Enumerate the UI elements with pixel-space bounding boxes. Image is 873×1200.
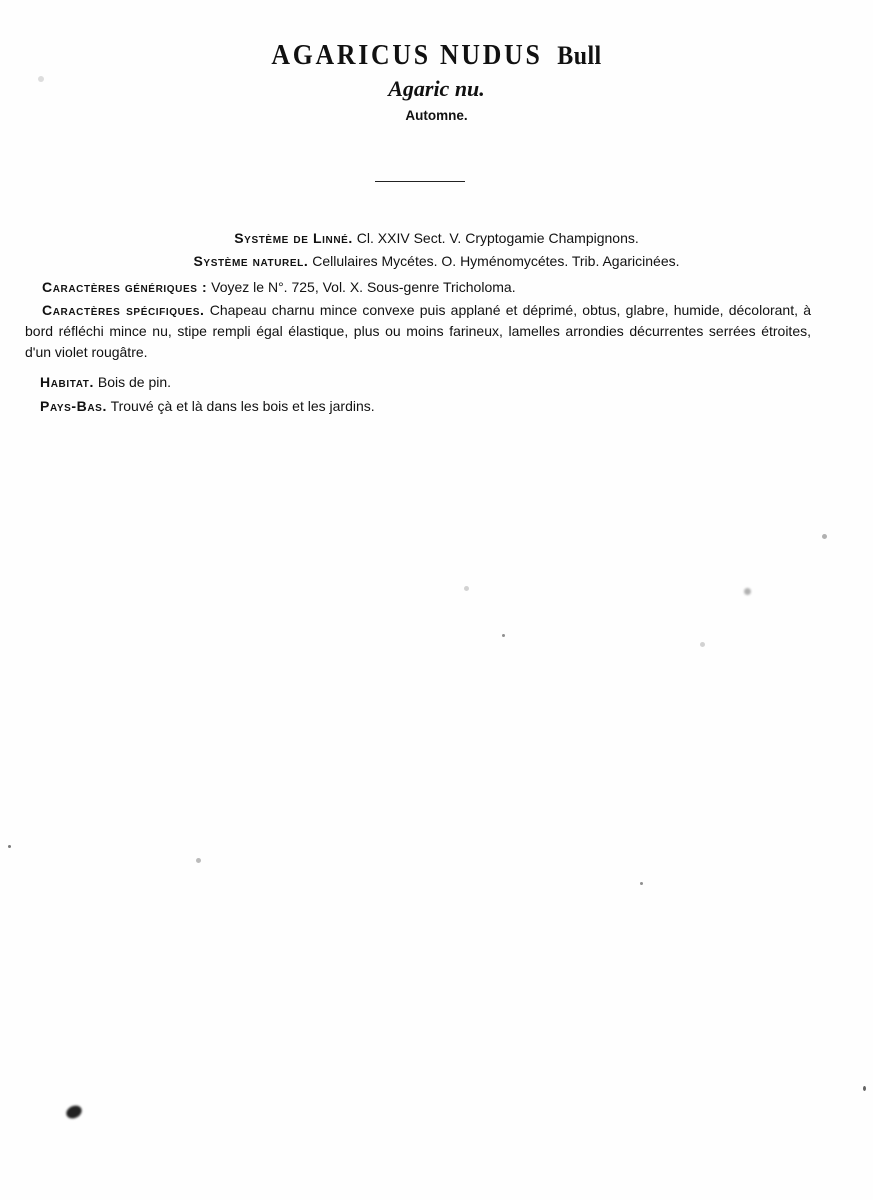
species-author: Bull	[557, 41, 602, 70]
paper-speck	[38, 76, 44, 82]
habitat	[40, 372, 171, 393]
section-text: Chapeau charnu mince convexe puis applané et déprimé, obtus, glabre, humide, décolorant, à bord réfléchi mince nu, stipe rempli égal élastique, plus ou moins farineux, lamelles arrondies décurrentes serrées étroites, d'un violet rougâtre.	[25, 302, 812, 360]
ink-blot	[64, 1103, 84, 1121]
title-block	[0, 40, 873, 123]
section-text: Cellulaires Mycétes. O. Hyménomycétes. Trib. Agaricinées.	[312, 253, 680, 269]
section-label: Pays-Bas.	[40, 398, 107, 414]
paper-speck	[744, 588, 751, 595]
divider-rule	[375, 181, 465, 182]
paper-speck	[8, 845, 11, 848]
section-text: Cl. XXIV Sect. V. Cryptogamie Champignons.	[356, 230, 639, 246]
specific-characters	[25, 300, 811, 363]
section-text: Trouvé çà et là dans les bois et les jardins.	[110, 398, 375, 414]
linnaean-system	[0, 228, 873, 249]
common-name: Agaric nu.	[388, 76, 485, 101]
section-text: Voyez le N°. 725, Vol. X. Sous-genre Tricholoma.	[211, 279, 516, 295]
paper-speck	[822, 534, 827, 539]
species-name: AGARICUS NUDUS	[271, 40, 543, 71]
section-label: Caractères spécifiques.	[42, 302, 205, 318]
section-label: Système de Linné.	[234, 230, 353, 246]
section-label: Habitat.	[40, 374, 94, 390]
paper-speck	[863, 1086, 866, 1091]
section-label: Système naturel.	[193, 253, 309, 269]
natural-system	[0, 251, 873, 272]
paper-speck	[464, 586, 469, 591]
paper-speck	[640, 882, 643, 885]
species-title	[35, 40, 838, 72]
section-label: Caractères génériques :	[42, 279, 208, 295]
section-text: Bois de pin.	[97, 374, 172, 390]
paper-speck	[196, 858, 201, 863]
generic-characters	[42, 277, 516, 298]
paper-speck	[700, 642, 705, 647]
paper-speck	[502, 634, 505, 637]
season-label: Automne.	[405, 108, 468, 123]
netherlands-locality	[40, 396, 375, 417]
